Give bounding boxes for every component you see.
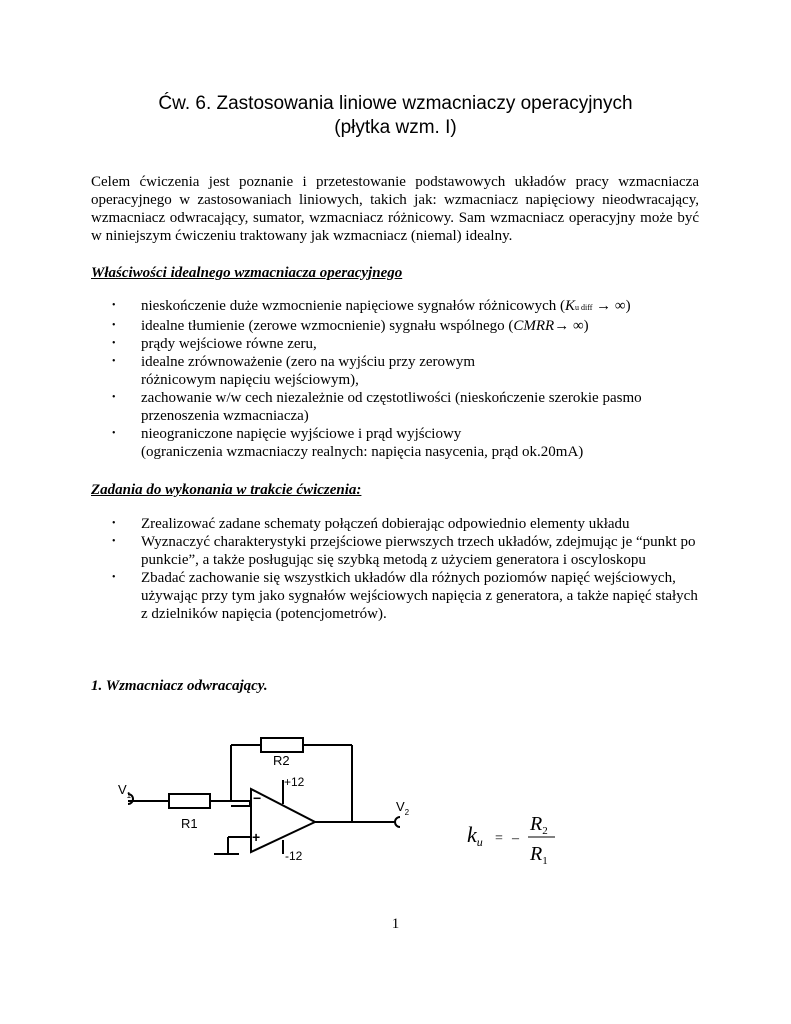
list-item: • Wyznaczyć charakterystyki przejściowe pierwszych trzech układów, zdejmując je “punkt po punkcie”, a także posługując się szybką metodą z użyciem generatora i oscyloskopu <box>112 534 696 568</box>
list-item: • zachowanie w/w cech niezależnie od częstotliwości (nieskończenie szerokie pasmo przenoszenia wzmacniacza) <box>112 390 642 424</box>
section-1-heading: 1. Wzmacniacz odwracający. <box>91 678 268 694</box>
tasks-heading: Zadania do wykonania w trakcie ćwiczenia: <box>91 482 362 498</box>
bullet-icon: • <box>112 320 116 331</box>
inverting-amplifier-circuit <box>110 730 420 870</box>
resistor-r2 <box>261 738 303 752</box>
list-item: • Zbadać zachowanie się wszystkich układów dla różnych poziomów napięć wejściowych, używając przy tym jako sygnałów wejściowych napięcia z generatora, a także napięć stałych z dzielników napięcia (potencjometrów). <box>112 570 698 622</box>
list-item: • Zrealizować zadane schematy połączeń dobierając odpowiednio elementy układu <box>112 516 630 532</box>
title-line-2: (płytka wzm. I) <box>334 117 457 138</box>
resistor-r1 <box>169 794 210 808</box>
tasks-list <box>110 515 710 623</box>
formula-sign: – <box>512 831 519 846</box>
formula-equals: = <box>495 831 503 846</box>
v1-label: $V_1$ <box>118 782 132 800</box>
formula-numerator: $R_2$ <box>530 813 548 837</box>
bullet-icon: • <box>112 338 116 349</box>
properties-list <box>110 297 710 461</box>
r1-label: R1 <box>181 816 198 831</box>
v2-label: $V_2$ <box>396 799 410 817</box>
bullet-icon: • <box>112 572 116 583</box>
positive-supply-label: +12 <box>284 775 305 789</box>
list-item: • nieskończenie duże wzmocnienie napięciowe sygnałów różnicowych (Ku diff → ∞) <box>110 297 710 317</box>
noninverting-input-sign: + <box>252 829 261 845</box>
r2-label: R2 <box>273 753 290 768</box>
bullet-icon: • <box>112 356 116 367</box>
v2-terminal <box>395 817 400 827</box>
intro-paragraph: Celem ćwiczenia jest poznanie i przetestowanie podstawowych układów pracy wzmacniacza operacyjnego w zastosowaniach liniowych, takich jak: wzmacniacz napięciowy nieodwracający, wzmacniacz odwracający, sumator, wzmacniacz różnicowy. Sam wzmacniacz operacyjny może być w niniejszym ćwiczeniu traktowany jak wzmacniacz (niemal) idealny. <box>91 174 699 244</box>
inverting-input-sign: − <box>253 790 262 806</box>
bullet-icon: • <box>112 428 116 439</box>
title-line-1: Ćw. 6. Zastosowania liniowe wzmacniaczy operacyjnych <box>158 93 633 114</box>
page-title <box>0 92 791 140</box>
list-item: • nieograniczone napięcie wyjściowe i prąd wyjściowy (ograniczenia wzmacniaczy realnych: napięcia nasycenia, prąd ok.20mA) <box>112 426 584 460</box>
formula-lhs: ku <box>467 822 483 849</box>
negative-supply-label: -12 <box>285 849 303 863</box>
list-item: • idealne tłumienie (zerowe wzmocnienie) sygnału wspólnego (CMRR→ ∞) <box>112 318 589 334</box>
list-item: • idealne zrównoważenie (zero na wyjściu przy zerowym różnicowym napięciu wejściowym), <box>112 354 476 388</box>
bullet-icon: • <box>112 518 116 529</box>
bullet-icon: • <box>112 300 116 311</box>
gain-formula <box>462 810 572 870</box>
bullet-icon: • <box>112 392 116 403</box>
properties-heading: Właściwości idealnego wzmacniacza operacyjnego <box>91 265 403 281</box>
list-item: • prądy wejściowe równe zeru, <box>112 336 317 352</box>
page-number: 1 <box>391 916 400 932</box>
bullet-icon: • <box>112 536 116 547</box>
formula-denominator: $R_1$ <box>530 843 548 867</box>
